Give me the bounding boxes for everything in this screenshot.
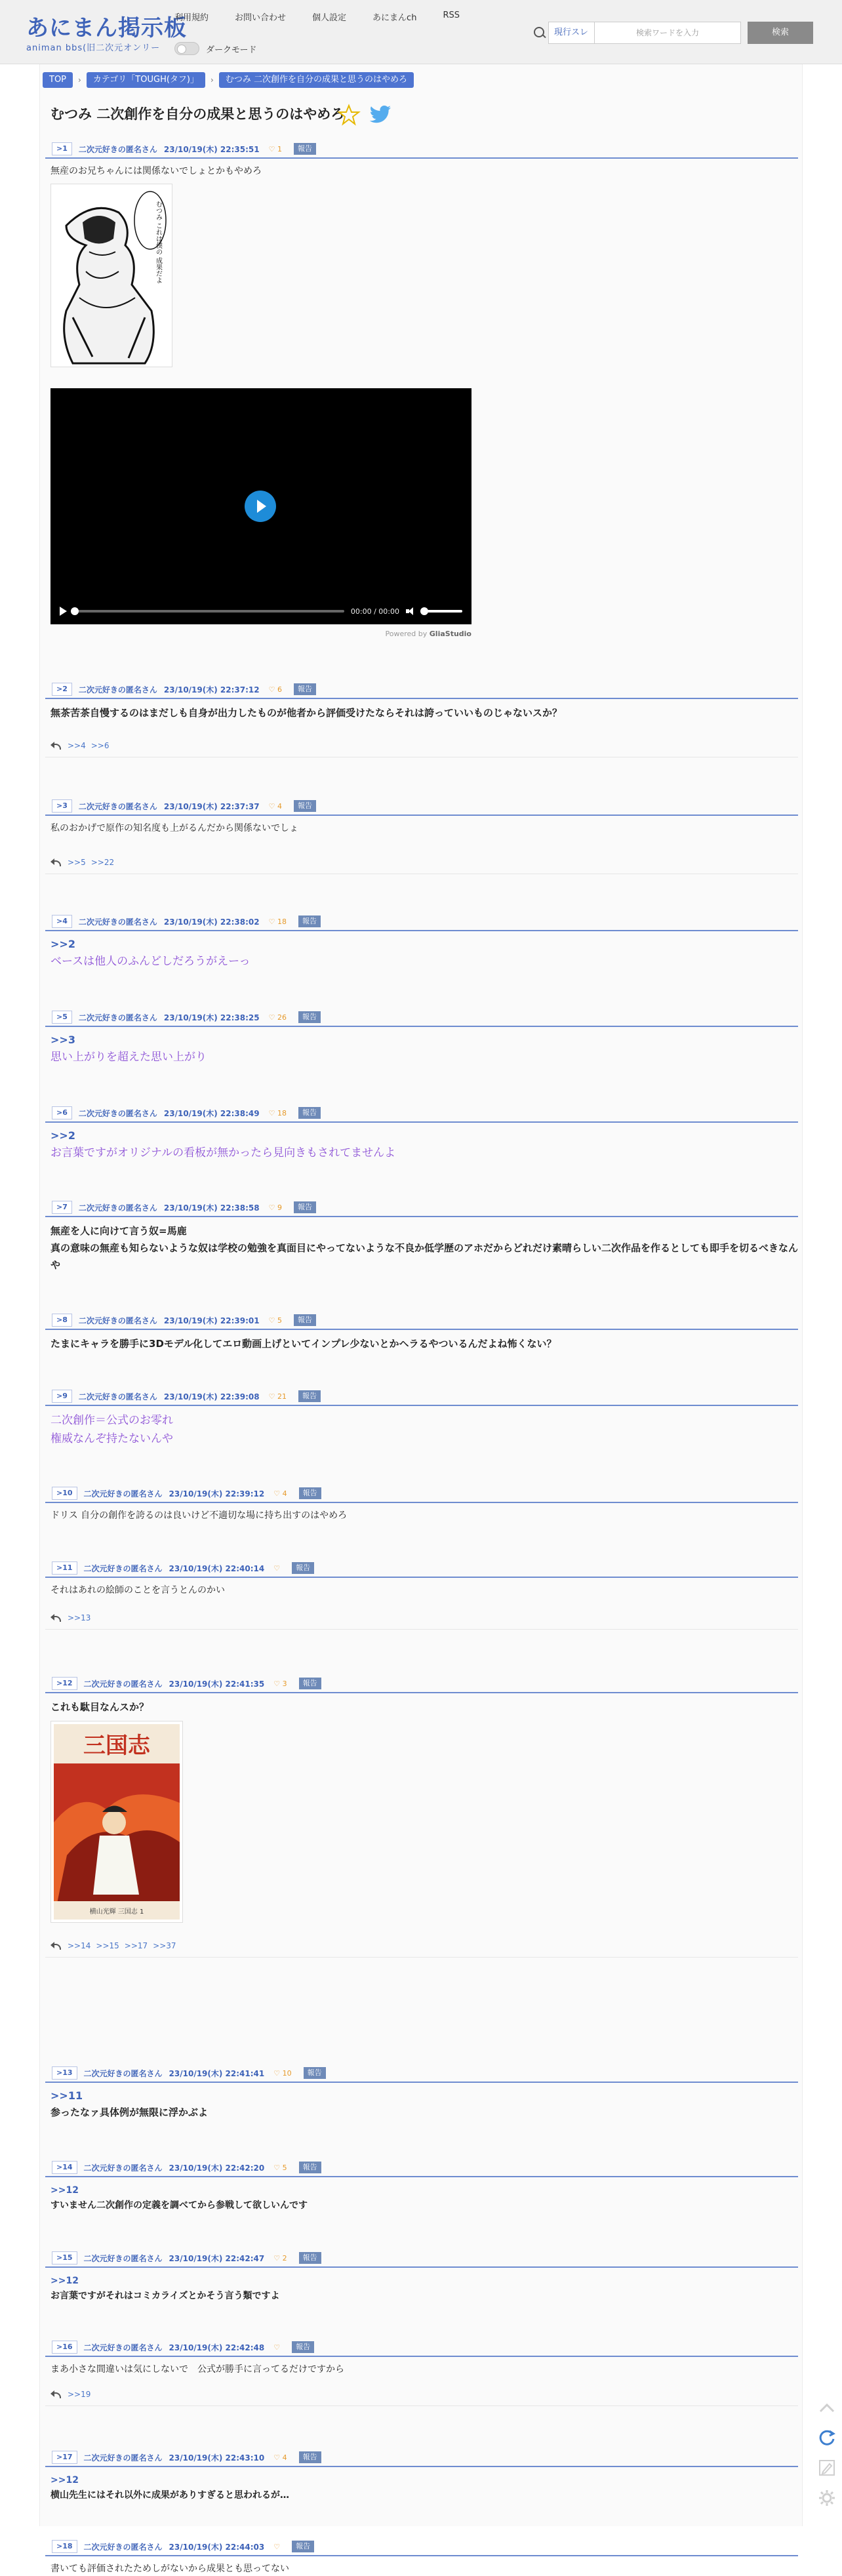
reply-links — [45, 2390, 798, 2399]
reply-link[interactable]: >>6 — [90, 741, 110, 750]
post-text: 参ったなァ具体例が無限に浮かぶよ — [50, 2106, 209, 2118]
post-body — [45, 2472, 798, 2503]
reply-links — [45, 858, 798, 867]
post-time: 23/10/19(木) 22:38:58 — [163, 1203, 260, 1213]
video-player[interactable] — [50, 388, 471, 624]
poster-name: 二次元好きの匿名さん — [83, 2343, 163, 2352]
breadcrumb-thread[interactable]: むつみ 二次創作を自分の成果と思うのはやめろ — [219, 72, 414, 88]
post-body: それはあれの絵師のことを言うとんのかい — [50, 1585, 225, 1596]
post-header — [45, 2162, 798, 2177]
post-body: 書いても評価されたためしがないから成果とも思ってない — [50, 2564, 289, 2574]
reply-link[interactable]: >>5 — [68, 858, 86, 867]
post-header — [45, 1201, 798, 1217]
report-button[interactable]: 報告 — [298, 1011, 321, 1023]
breadcrumb — [43, 72, 414, 88]
volume-slider[interactable] — [423, 610, 462, 613]
post — [45, 800, 798, 874]
poster-name: 二次元好きの匿名さん — [83, 1489, 163, 1499]
video-play-icon[interactable] — [60, 607, 67, 616]
like-button[interactable]: ♡ 5 — [268, 1316, 282, 1325]
anchor-link[interactable]: >>2 — [50, 1129, 75, 1142]
post-header — [45, 800, 798, 816]
main-content — [39, 64, 803, 2574]
post — [45, 1562, 798, 1630]
post-time: 23/10/19(木) 22:42:47 — [169, 2253, 265, 2263]
post-body: 無産を人に向けて言う奴=馬鹿 真の意味の無産も知らないような奴は学校の勉強を真面目にやってないような不良か低学歴のアホだからどれだけ素晴らしい二次作品を作るとしても即手を切るべきなんや — [50, 1225, 799, 1271]
post-body — [45, 1032, 798, 1066]
post-number[interactable]: >4 — [52, 915, 72, 928]
book-cover-thumbnail[interactable] — [50, 1721, 183, 1923]
report-button[interactable]: 報告 — [292, 2541, 314, 2552]
site-logo[interactable] — [26, 16, 187, 53]
report-button[interactable]: 報告 — [304, 2067, 326, 2079]
top-nav — [174, 10, 460, 23]
reply-link[interactable]: >>15 — [96, 1941, 119, 1950]
manga-illustration-icon — [53, 186, 170, 365]
report-button[interactable]: 報告 — [294, 683, 316, 695]
anchor-link[interactable]: >>11 — [50, 2089, 83, 2102]
anchor-link[interactable]: >>2 — [50, 938, 75, 950]
post-time: 23/10/19(木) 22:38:02 — [163, 917, 260, 927]
post-body: ドリス 自分の創作を誇るのは良いけど不適切な場に持ち出すのはやめろ — [50, 1510, 348, 1521]
poster-name: 二次元好きの匿名さん — [78, 1203, 157, 1213]
post-number[interactable]: >9 — [52, 1390, 72, 1403]
post-time: 23/10/19(木) 22:41:35 — [169, 1679, 265, 1689]
post-header — [45, 2252, 798, 2268]
post-time: 23/10/19(木) 22:42:20 — [169, 2163, 265, 2173]
breadcrumb-category[interactable]: カテゴリ「TOUGH(タフ)」 — [87, 72, 205, 88]
poster-name: 二次元好きの匿名さん — [78, 1013, 157, 1022]
post-time: 23/10/19(木) 22:35:51 — [163, 144, 260, 154]
post — [45, 143, 798, 638]
post-text: ベースは他人のふんどしだろうがえーっ — [50, 955, 251, 968]
search-scope-select[interactable]: 現行スレ — [548, 22, 594, 44]
post — [45, 2067, 798, 2121]
report-button[interactable]: 報告 — [299, 2162, 321, 2173]
like-button[interactable]: ♡ 6 — [268, 685, 282, 694]
post-number[interactable]: >3 — [52, 799, 72, 813]
report-button[interactable]: 報告 — [299, 1678, 321, 1689]
post-time: 23/10/19(木) 22:42:48 — [169, 2343, 265, 2352]
post-number[interactable]: >12 — [52, 1677, 77, 1690]
post — [45, 1201, 798, 1274]
post-header — [45, 1562, 798, 1578]
post — [45, 2162, 798, 2213]
reply-link[interactable]: >>37 — [153, 1941, 176, 1950]
post-time: 23/10/19(木) 22:44:03 — [169, 2542, 265, 2552]
search-button[interactable]: 検索 — [748, 22, 813, 44]
reload-button[interactable] — [816, 2426, 838, 2449]
post-header — [45, 1390, 798, 1406]
anchor-link[interactable]: >>12 — [50, 2185, 79, 2196]
post-header — [45, 683, 798, 699]
anchor-link[interactable]: >>12 — [50, 2276, 79, 2286]
reply-icon — [50, 1614, 62, 1622]
post-text: お言葉ですがオリジナルの看板が無かったら見向きもされてませんよ — [50, 1146, 396, 1159]
book-cover-illustration-icon — [54, 1724, 180, 1920]
report-button[interactable]: 報告 — [294, 1201, 316, 1213]
like-button[interactable]: ♡ 3 — [273, 1679, 287, 1688]
like-button[interactable]: ♡ 26 — [268, 1013, 287, 1022]
post-body — [45, 2183, 798, 2213]
post-divider — [45, 2405, 798, 2406]
report-button[interactable]: 報告 — [294, 143, 316, 155]
post-body — [45, 1128, 798, 1162]
reply-links — [45, 741, 798, 750]
post — [45, 683, 798, 757]
breadcrumb-top[interactable]: TOP — [43, 72, 73, 88]
poster-name: 二次元好きの匿名さん — [83, 2542, 163, 2552]
chevron-up-icon — [819, 2402, 835, 2413]
post-number[interactable]: >17 — [52, 2451, 77, 2464]
post — [45, 1107, 798, 1162]
poster-name: 二次元好きの匿名さん — [78, 685, 157, 694]
post-body: 無茶苦茶自慢するのはまだしも自身が出力したものが他者から評価受けたならそれは誇っていいものじゃないスか？ — [50, 707, 563, 719]
post — [45, 1314, 798, 1352]
floating-side-buttons — [816, 2396, 838, 2517]
post — [45, 2252, 798, 2303]
like-button[interactable]: ♡ — [273, 1563, 281, 1573]
poster-name: 二次元好きの匿名さん — [78, 917, 157, 927]
poster-name: 二次元好きの匿名さん — [83, 2068, 163, 2078]
play-button-icon[interactable] — [245, 491, 276, 522]
post-time: 23/10/19(木) 22:38:25 — [163, 1013, 260, 1022]
post-body — [45, 936, 798, 971]
post-time: 23/10/19(木) 22:41:41 — [169, 2068, 265, 2078]
post-number[interactable]: >18 — [52, 2540, 77, 2553]
post-divider — [45, 1629, 798, 1630]
poster-name: 二次元好きの匿名さん — [78, 1108, 157, 1118]
post-time: 23/10/19(木) 22:39:01 — [163, 1316, 260, 1325]
pencil-icon — [818, 2459, 835, 2476]
reply-icon — [50, 858, 62, 866]
like-button[interactable]: ♡ 4 — [273, 1489, 287, 1498]
site-header — [0, 0, 842, 64]
like-button[interactable]: ♡ — [273, 2542, 281, 2551]
poster-name: 二次元好きの匿名さん — [78, 1392, 157, 1401]
post-number[interactable]: >8 — [52, 1314, 72, 1327]
post — [45, 1390, 798, 1448]
post — [45, 2541, 798, 2576]
poster-name: 二次元好きの匿名さん — [78, 144, 157, 154]
post-number[interactable]: >7 — [52, 1201, 72, 1214]
search-input[interactable]: 検索ワードを入力 — [594, 22, 741, 44]
report-button[interactable]: 報告 — [292, 1562, 314, 1574]
manga-thumbnail[interactable] — [50, 184, 172, 367]
reply-icon — [50, 742, 62, 750]
poster-name: 二次元好きの匿名さん — [78, 1316, 157, 1325]
reply-link[interactable]: >>4 — [68, 741, 86, 750]
twitter-share-icon[interactable] — [369, 105, 391, 125]
like-button[interactable]: ♡ 1 — [268, 144, 282, 153]
post-header — [45, 1011, 798, 1027]
post-text: 横山先生にはそれ以外に成果がありすぎると思われるが… — [50, 2490, 289, 2501]
logo-title[interactable]: あにまん掲示板 — [26, 15, 187, 41]
report-button[interactable]: 報告 — [299, 2451, 321, 2463]
post-body: たまにキャラを勝手に3Dモデル化してエロ動画上げといてインプレ少ないとかヘラるやついるんだよね怖くない？ — [50, 1338, 557, 1350]
post-number[interactable]: >1 — [52, 142, 72, 155]
poster-name: 二次元好きの匿名さん — [83, 2453, 163, 2463]
post-time: 23/10/19(木) 22:43:10 — [169, 2453, 265, 2463]
breadcrumb-separator-icon: › — [78, 75, 81, 85]
powered-prefix: Powered by — [385, 630, 428, 638]
like-button[interactable]: ♡ 5 — [273, 2163, 287, 2172]
post-number[interactable]: >6 — [52, 1106, 72, 1119]
post-number[interactable]: >5 — [52, 1011, 72, 1024]
search-icon — [529, 21, 548, 45]
report-button[interactable]: 報告 — [299, 2252, 321, 2264]
post — [45, 916, 798, 971]
book-footer: 横山光輝 三国志 1 — [89, 1908, 144, 1916]
video-seek-bar[interactable] — [73, 610, 344, 613]
post-time: 23/10/19(木) 22:39:12 — [169, 1489, 265, 1499]
post-text: お言葉ですがそれはコミカライズとかそう言う類ですよ — [50, 2291, 280, 2301]
reply-link[interactable]: >>13 — [68, 1613, 91, 1622]
video-time: 00:00 / 00:00 — [350, 607, 399, 616]
post-body — [45, 2273, 798, 2303]
reply-link[interactable]: >>19 — [68, 2390, 91, 2399]
reply-links — [45, 1613, 798, 1622]
post-time: 23/10/19(木) 22:37:37 — [163, 801, 260, 811]
post-header — [45, 1678, 798, 1693]
reply-link[interactable]: >>17 — [124, 1941, 148, 1950]
post-body: 二次創作＝公式のお零れ 権威なんぞ持たないんや — [50, 1414, 173, 1445]
gear-icon — [818, 2489, 836, 2507]
post-number[interactable]: >15 — [52, 2251, 77, 2264]
poster-name: 二次元好きの匿名さん — [83, 1563, 163, 1573]
report-button[interactable]: 報告 — [299, 1487, 321, 1499]
post-number[interactable]: >2 — [52, 683, 72, 696]
powered-brand[interactable]: GliaStudio — [429, 630, 471, 638]
nav-terms[interactable]: 利用規約 — [174, 13, 209, 23]
poster-name: 二次元好きの匿名さん — [78, 801, 157, 811]
post-body: 私のおかげで原作の知名度も上がるんだから関係ないでしょ — [50, 823, 298, 834]
poster-name: 二次元好きの匿名さん — [83, 2253, 163, 2263]
post-body: まあ小さな間違いは気にしないで 公式が勝手に言ってるだけですから — [50, 2364, 344, 2375]
volume-icon[interactable] — [406, 607, 416, 615]
post-header — [45, 2341, 798, 2357]
nav-contact[interactable]: お問い合わせ — [235, 13, 287, 23]
post-header — [45, 2451, 798, 2467]
post-header — [45, 143, 798, 159]
report-button[interactable]: 報告 — [294, 1314, 316, 1326]
nav-rss[interactable]: RSS — [443, 10, 460, 20]
post-time: 23/10/19(木) 22:39:08 — [163, 1392, 260, 1401]
report-button[interactable]: 報告 — [298, 1390, 321, 1402]
report-button[interactable]: 報告 — [298, 1107, 321, 1119]
reload-icon — [818, 2428, 836, 2447]
anchor-link[interactable]: >>3 — [50, 1034, 75, 1046]
like-button[interactable]: ♡ — [273, 2343, 281, 2352]
post — [45, 1011, 798, 1066]
post-header — [45, 2067, 798, 2083]
post — [45, 1678, 798, 1958]
post — [45, 2341, 798, 2406]
post-number[interactable]: >14 — [52, 2161, 77, 2174]
post-number[interactable]: >13 — [52, 2066, 77, 2080]
logo-subtitle: animan bbs(旧二次元オンリー — [26, 43, 161, 53]
post-time: 23/10/19(木) 22:40:14 — [169, 1563, 265, 1573]
breadcrumb-separator-icon: › — [210, 75, 214, 85]
toggle-switch[interactable] — [174, 42, 199, 55]
like-button[interactable]: ♡ 18 — [268, 1108, 287, 1117]
like-button[interactable]: ♡ 4 — [273, 2453, 287, 2462]
reply-links — [45, 1941, 798, 1950]
search-bar — [529, 21, 816, 45]
report-button[interactable]: 報告 — [292, 2341, 314, 2353]
post-text: 思い上がりを超えた思い上がり — [50, 1051, 207, 1064]
powered-by — [50, 630, 471, 638]
post-time: 23/10/19(木) 22:38:49 — [163, 1108, 260, 1118]
thread-title: むつみ 二次創作を自分の成果と思うのはやめろ — [50, 106, 345, 122]
post-text: すいません二次創作の定義を調べてから参戦して欲しいんです — [50, 2200, 308, 2211]
reply-icon — [50, 1942, 62, 1950]
post-time: 23/10/19(木) 22:37:12 — [163, 685, 260, 694]
report-button[interactable]: 報告 — [294, 800, 316, 812]
post-number[interactable]: >10 — [52, 1487, 77, 1500]
reply-link[interactable]: >>14 — [68, 1941, 91, 1950]
like-button[interactable]: ♡ 10 — [273, 2068, 292, 2078]
post-header — [45, 1107, 798, 1123]
like-button[interactable]: ♡ 21 — [268, 1392, 287, 1401]
post-number[interactable]: >11 — [52, 1561, 77, 1575]
favorite-star-icon[interactable] — [338, 104, 360, 126]
report-button[interactable]: 報告 — [298, 916, 321, 927]
like-button[interactable]: ♡ 2 — [273, 2253, 287, 2263]
reply-icon — [50, 2390, 62, 2398]
video-controls — [50, 598, 471, 624]
post-number[interactable]: >16 — [52, 2341, 77, 2354]
scroll-top-button[interactable] — [816, 2396, 838, 2419]
post — [45, 1487, 798, 1523]
dark-mode-toggle[interactable] — [174, 42, 256, 55]
post-header — [45, 1487, 798, 1503]
post-body — [45, 2088, 798, 2121]
post-body: これも駄目なんスか？ — [50, 1701, 150, 1713]
post-header — [45, 2541, 798, 2556]
post — [45, 2451, 798, 2503]
like-button[interactable]: ♡ 9 — [268, 1203, 282, 1212]
settings-button[interactable] — [816, 2487, 838, 2509]
like-button[interactable]: ♡ 4 — [268, 801, 282, 811]
post-header — [45, 1314, 798, 1330]
poster-name: 二次元好きの匿名さん — [83, 1679, 163, 1689]
nav-animanch[interactable]: あにまんch — [372, 13, 417, 23]
post-divider — [45, 1957, 798, 1958]
dark-mode-label: ダークモード — [206, 45, 257, 55]
nav-settings[interactable]: 個人設定 — [312, 13, 347, 23]
book-title: 三国志 — [83, 1733, 150, 1759]
svg-text:むつみ これは僕の 成果だよ: むつみ これは僕の 成果だよ — [154, 201, 162, 284]
post-header — [45, 916, 798, 931]
like-button[interactable]: ♡ 18 — [268, 917, 287, 926]
poster-name: 二次元好きの匿名さん — [83, 2163, 163, 2173]
anchor-link[interactable]: >>12 — [50, 2475, 79, 2485]
reply-link[interactable]: >>22 — [90, 858, 115, 867]
write-button[interactable] — [816, 2457, 838, 2479]
post-body: 無産のお兄ちゃんには関係ないでしょとかもやめろ — [50, 166, 262, 176]
